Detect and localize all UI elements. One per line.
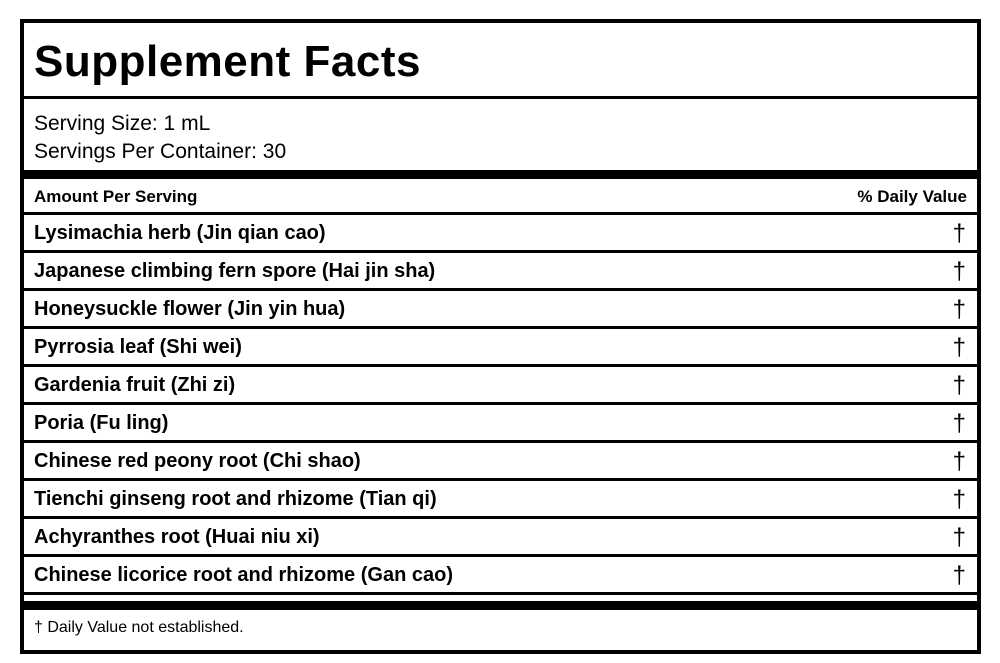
daily-value-mark: † [952,410,966,437]
daily-value-mark: † [952,296,966,323]
amount-header: Amount Per Serving [34,187,198,206]
daily-value-mark: † [952,334,966,361]
ingredient-row [24,481,977,519]
ingredient-name: Poria (Fu ling) [34,412,169,434]
column-header [24,179,977,215]
ingredient-name: Pyrrosia leaf (Shi wei) [34,336,242,358]
ingredient-name: Gardenia fruit (Zhi zi) [34,374,236,396]
daily-value-header: % Daily Value [857,187,967,206]
ingredient-row [24,367,977,405]
daily-value-mark: † [952,448,966,475]
footnote-section [24,610,977,650]
ingredient-name: Japanese climbing fern spore (Hai jin sha) [34,260,436,282]
daily-value-mark: † [952,220,966,247]
ingredient-name: Chinese red peony root (Chi shao) [34,450,361,472]
ingredient-row [24,405,977,443]
serving-info [24,99,977,170]
daily-value-mark: † [952,486,966,513]
daily-value-mark: † [952,562,966,589]
ingredient-row [24,329,977,367]
daily-value-mark: † [952,258,966,285]
daily-value-mark: † [952,524,966,551]
daily-value-mark: † [952,372,966,399]
ingredient-name: Achyranthes root (Huai niu xi) [34,526,320,548]
ingredient-row [24,215,977,253]
ingredient-row [24,253,977,291]
thick-divider-bottom [24,601,977,610]
title-section [24,23,977,99]
thick-divider [24,170,977,179]
ingredient-row [24,519,977,557]
panel-title: Supplement Facts [34,37,421,86]
serving-size: Serving Size: 1 mL [34,112,211,135]
ingredient-name: Lysimachia herb (Jin qian cao) [34,222,326,244]
ingredient-row [24,291,977,329]
servings-per-container: Servings Per Container: 30 [34,140,287,163]
ingredient-name: Chinese licorice root and rhizome (Gan cao) [34,564,453,586]
ingredient-name: Honeysuckle flower (Jin yin hua) [34,298,346,320]
ingredient-name: Tienchi ginseng root and rhizome (Tian qi) [34,488,437,510]
ingredient-row [24,557,977,595]
ingredient-row [24,443,977,481]
footnote: † Daily Value not established. [34,619,244,636]
supplement-facts-panel [20,19,981,654]
